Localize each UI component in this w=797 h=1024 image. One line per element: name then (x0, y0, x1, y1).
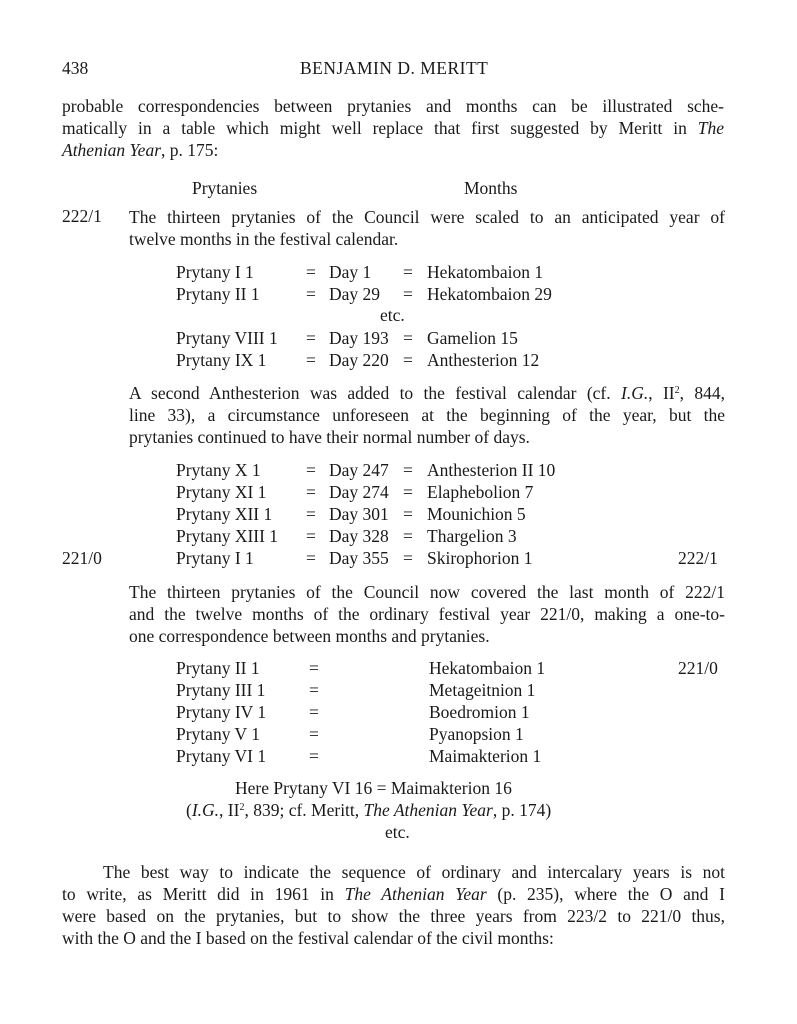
table-row (0, 547, 797, 569)
equals-sign: = (403, 262, 413, 282)
table-row (0, 679, 797, 701)
equals-sign: = (309, 746, 319, 766)
superscript: 2 (674, 385, 680, 396)
intro-line-3 (62, 139, 724, 161)
table-row (0, 503, 797, 525)
prytany-cell: Prytany II 1 (176, 284, 260, 304)
equals-sign: = (306, 548, 316, 568)
section3-paragraph (129, 581, 725, 647)
day-cell: Day 29 (329, 284, 381, 304)
day-cell: Day 220 (329, 350, 389, 370)
prytany-cell: Prytany XIII 1 (176, 526, 279, 546)
superscript: 2 (239, 802, 245, 813)
section1-paragraph (129, 206, 725, 250)
section3-line-3: one correspondence between months and prytanies. (129, 626, 490, 646)
section1-line-1: The thirteen prytanies of the Council were scaled to an anticipated year of (129, 207, 725, 227)
closing-line-1: The best way to indicate the sequence of ordinary and intercalary years is not (103, 862, 725, 882)
section2-line-1 (129, 382, 725, 404)
day-cell: Day 193 (329, 328, 389, 348)
month-cell: Anthesterion 12 (427, 350, 540, 370)
table-row (0, 481, 797, 503)
year-label-221-0: 221/0 (62, 548, 102, 568)
running-title: BENJAMIN D. MERITT (300, 58, 489, 78)
prytany-cell: Prytany XI 1 (176, 482, 267, 502)
month-cell: Gamelion 15 (427, 328, 518, 348)
table-row (0, 283, 797, 305)
equals-sign: = (309, 680, 319, 700)
table-row (0, 261, 797, 283)
month-cell: Maimakterion 1 (429, 746, 542, 766)
prytany-cell: Prytany VI 1 (176, 746, 267, 766)
equals-sign: = (306, 526, 316, 546)
equals-sign: = (306, 350, 316, 370)
inscription-ref: I.G. (191, 800, 220, 820)
closing-text: (p. 235), where the O and I (486, 884, 725, 904)
section1-line-2: twelve months in the festival calendar. (129, 229, 399, 249)
section2-text: , II (648, 383, 675, 403)
section2-paragraph (129, 382, 725, 448)
prytany-cell: Prytany X 1 (176, 460, 261, 480)
inscription-ref: I.G. (621, 383, 649, 403)
equals-sign: = (403, 548, 413, 568)
day-cell: Day 274 (329, 482, 389, 502)
table-row (0, 723, 797, 745)
table-row (0, 459, 797, 481)
year-label-221-0-right: 221/0 (678, 658, 718, 678)
prytany-cell: Prytany XII 1 (176, 504, 273, 524)
prytany-cell: Prytany VIII 1 (176, 328, 278, 348)
prytany-cell: Prytany I 1 (176, 262, 254, 282)
intro-line-2 (62, 117, 724, 139)
day-cell: Day 328 (329, 526, 389, 546)
closing-line-3: were based on the prytanies, but to show the three years from 223/2 to 221/0 thus, (62, 906, 725, 926)
book-title: The (697, 118, 724, 138)
prytany-cell: Prytany IX 1 (176, 350, 267, 370)
equals-sign: = (306, 460, 316, 480)
month-cell: Metageitnion 1 (429, 680, 536, 700)
book-title: The Athenian Year (344, 884, 487, 904)
month-cell: Anthesterion II 10 (427, 460, 556, 480)
equals-sign: = (403, 328, 413, 348)
day-cell: Day 355 (329, 548, 389, 568)
section2-text: , 844, (679, 383, 725, 403)
section2-text: A second Anthesterion was added to the festival calendar (cf. (129, 383, 621, 403)
book-title: Athenian Year (62, 140, 162, 160)
equals-sign: = (306, 504, 316, 524)
equals-sign: = (309, 702, 319, 722)
month-cell: Hekatombaion 1 (427, 262, 544, 282)
table-row (0, 327, 797, 349)
intro-text: , p. 175: (161, 140, 219, 160)
citation-text: , 839; cf. Meritt, (244, 800, 364, 820)
equals-sign: = (306, 262, 316, 282)
page-number: 438 (62, 58, 89, 78)
closing-line-4: with the O and the I based on the festival calendar of the civil months: (62, 928, 554, 948)
prytany-cell: Prytany II 1 (176, 658, 260, 678)
equals-sign: = (306, 328, 316, 348)
intro-text: matically in a table which might well replace that first suggested by Meritt in (62, 118, 698, 138)
day-cell: Day 301 (329, 504, 389, 524)
prytany-cell: Prytany IV 1 (176, 702, 267, 722)
day-cell: Day 1 (329, 262, 372, 282)
intro-line-1: probable correspondencies between prytanies and months can be illustrated sche- (62, 96, 724, 116)
table-row (0, 745, 797, 767)
section2-line-2: line 33), a circumstance unforeseen at the beginning of the year, but the (129, 405, 725, 425)
column-header-prytanies: Prytanies (192, 178, 258, 198)
equals-sign: = (309, 658, 319, 678)
month-cell: Skirophorion 1 (427, 548, 533, 568)
section3-line-1: The thirteen prytanies of the Council now covered the last month of 222/1 (129, 582, 725, 602)
equals-sign: = (403, 350, 413, 370)
day-cell: Day 247 (329, 460, 389, 480)
intro-paragraph (62, 95, 724, 161)
etc-label: etc. (385, 822, 410, 842)
year-label-222-1-right: 222/1 (678, 548, 718, 568)
month-cell: Elaphebolion 7 (427, 482, 534, 502)
equals-sign: = (403, 526, 413, 546)
prytany-cell: Prytany I 1 (176, 548, 254, 568)
equals-sign: = (306, 284, 316, 304)
citation-text: ( (186, 800, 192, 820)
year-label-222-1: 222/1 (62, 206, 102, 226)
table-row (0, 701, 797, 723)
closing-paragraph (62, 861, 725, 949)
equals-sign: = (306, 482, 316, 502)
month-cell: Hekatombaion 29 (427, 284, 552, 304)
month-cell: Hekatombaion 1 (429, 658, 546, 678)
month-cell: Boedromion 1 (429, 702, 530, 722)
table-row (0, 525, 797, 547)
section2-line-3: prytanies continued to have their normal number of days. (129, 427, 530, 447)
section3-line-2: and the twelve months of the ordinary festival year 221/0, making a one-to- (129, 604, 725, 624)
table-row (0, 657, 797, 679)
citation-line (186, 800, 551, 821)
prytany-cell: Prytany III 1 (176, 680, 266, 700)
equals-sign: = (403, 460, 413, 480)
equals-sign: = (403, 482, 413, 502)
prytany-cell: Prytany V 1 (176, 724, 260, 744)
closing-line-2 (62, 883, 725, 905)
here-line: Here Prytany VI 16 = Maimakterion 16 (235, 778, 512, 798)
citation-text: , p. 174) (492, 800, 552, 820)
equals-sign: = (403, 284, 413, 304)
book-title: The Athenian Year (363, 800, 493, 820)
table-row (0, 349, 797, 371)
closing-text: to write, as Meritt did in 1961 in (62, 884, 345, 904)
equals-sign: = (309, 724, 319, 744)
etc-label: etc. (380, 305, 405, 325)
citation-text: , II (219, 800, 240, 820)
equals-sign: = (403, 504, 413, 524)
month-cell: Thargelion 3 (427, 526, 517, 546)
column-header-months: Months (464, 178, 518, 198)
month-cell: Mounichion 5 (427, 504, 526, 524)
month-cell: Pyanopsion 1 (429, 724, 524, 744)
